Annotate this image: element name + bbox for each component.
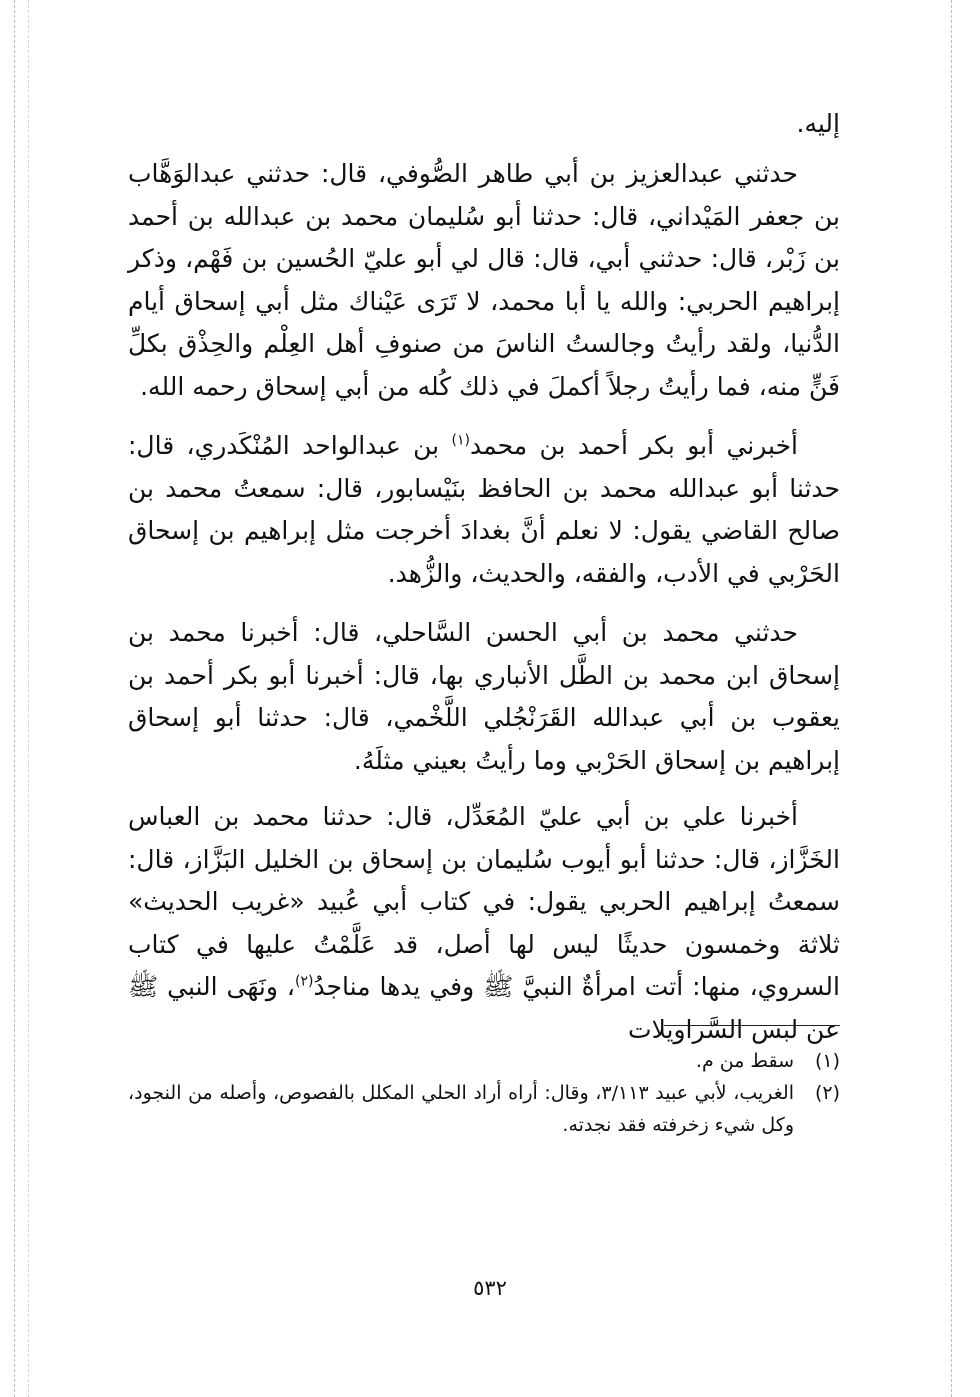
footnote-number: (٢)	[814, 1082, 840, 1104]
footnote-number: (١)	[814, 1050, 840, 1072]
paragraph	[128, 612, 840, 782]
page-number: ٥٣٢	[473, 1276, 507, 1300]
paragraph	[128, 796, 840, 1051]
paragraph-text: ، ونَهَى النبي ﷺ عن لبس السَّراويلات	[128, 972, 840, 1044]
footnotes	[128, 1045, 840, 1141]
paragraph	[128, 425, 840, 595]
paragraph-text: أخبرنا علي بن أبي عليّ المُعَدِّل، قال: حدثنا محمد بن العباس الخَزَّاز، قال: حدثنا أبو أيوب سُليمان بن إسحاق بن الخليل البَزَّاز، قال: سمعتُ إبراهيم الحربي يقول: في كتاب أبي عُبيد «غريب الحديث» ثلاثة وخمسون حديثًا ليس لها أصل، قد عَلَّمْتُ عليها في كتاب السروي، منها: أتت امرأةٌ النبيَّ ﷺ وفي يدها مناجدُ	[128, 802, 840, 1001]
scan-guide-line	[14, 0, 15, 1397]
paragraph-text: حدثني عبدالعزيز بن أبي طاهر الصُّوفي، قال: حدثني عبدالوَهَّاب بن جعفر المَيْداني، قال: حدثنا أبو سُليمان محمد بن عبدالله بن أحمد بن زَبْر، قال: حدثني أبي، قال: قال لي أبو عليّ الحُسين بن فَهْم، وذكر إبراهيم الحربي: والله يا أبا محمد، لا تَرَى عَيْناك مثل أبي إسحاق أيام الدُّنيا، ولقد رأيتُ وجالستُ الناسَ من صنوفِ أهل العِلْم والحِذْق بكلِّ فَنٍّ منه، فما رأيتُ رجلاً أكملَ في ذلك كُله من أبي إسحاق رحمه الله.	[128, 159, 840, 401]
footnote-text: سقط من م.	[695, 1050, 794, 1072]
paragraph	[128, 153, 840, 408]
footnote-separator	[664, 1025, 840, 1026]
footnote-reference[interactable]: (٢)	[294, 973, 314, 990]
footnote	[128, 1077, 840, 1141]
scan-guide-line	[951, 0, 952, 1397]
continuation-text: إليه.	[796, 109, 840, 138]
paragraph-text: بن عبدالواحد المُنْكَدري، قال: حدثنا أبو عبدالله محمد بن الحافظ بنَيْسابور، قال: سمعتُ محمد بن صالح القاضي يقول: لا نعلم أنَّ بغدادَ أخرجت مثل إبراهيم بن إسحاق الحَرْبي في الأدب، والفقه، والحديث، والزُّهد.	[128, 431, 840, 588]
paragraph-text: حدثني محمد بن أبي الحسن السَّاحلي، قال: أخبرنا محمد بن إسحاق ابن محمد بن الطَّل الأنباري بها، قال: أخبرنا أبو بكر أحمد بن يعقوب بن أبي عبدالله القَرَنْجُلي اللَّخْمي، قال: حدثنا أبو إسحاق إبراهيم بن إسحاق الحَرْبي وما رأيتُ بعيني مثلَهُ.	[128, 618, 840, 775]
scan-guide-line	[28, 0, 29, 1397]
paragraph-text: أخبرني أبو بكر أحمد بن محمد	[470, 431, 799, 460]
footnote-reference[interactable]: (١)	[451, 432, 471, 449]
footnote	[128, 1045, 840, 1077]
footnote-text: الغريب، لأبي عبيد ٣/١١٣، وقال: أراه أراد الحلي المكلل بالفصوص، وأصله من النجود، وكل شيء زخرفته فقد نجدته.	[128, 1082, 794, 1136]
